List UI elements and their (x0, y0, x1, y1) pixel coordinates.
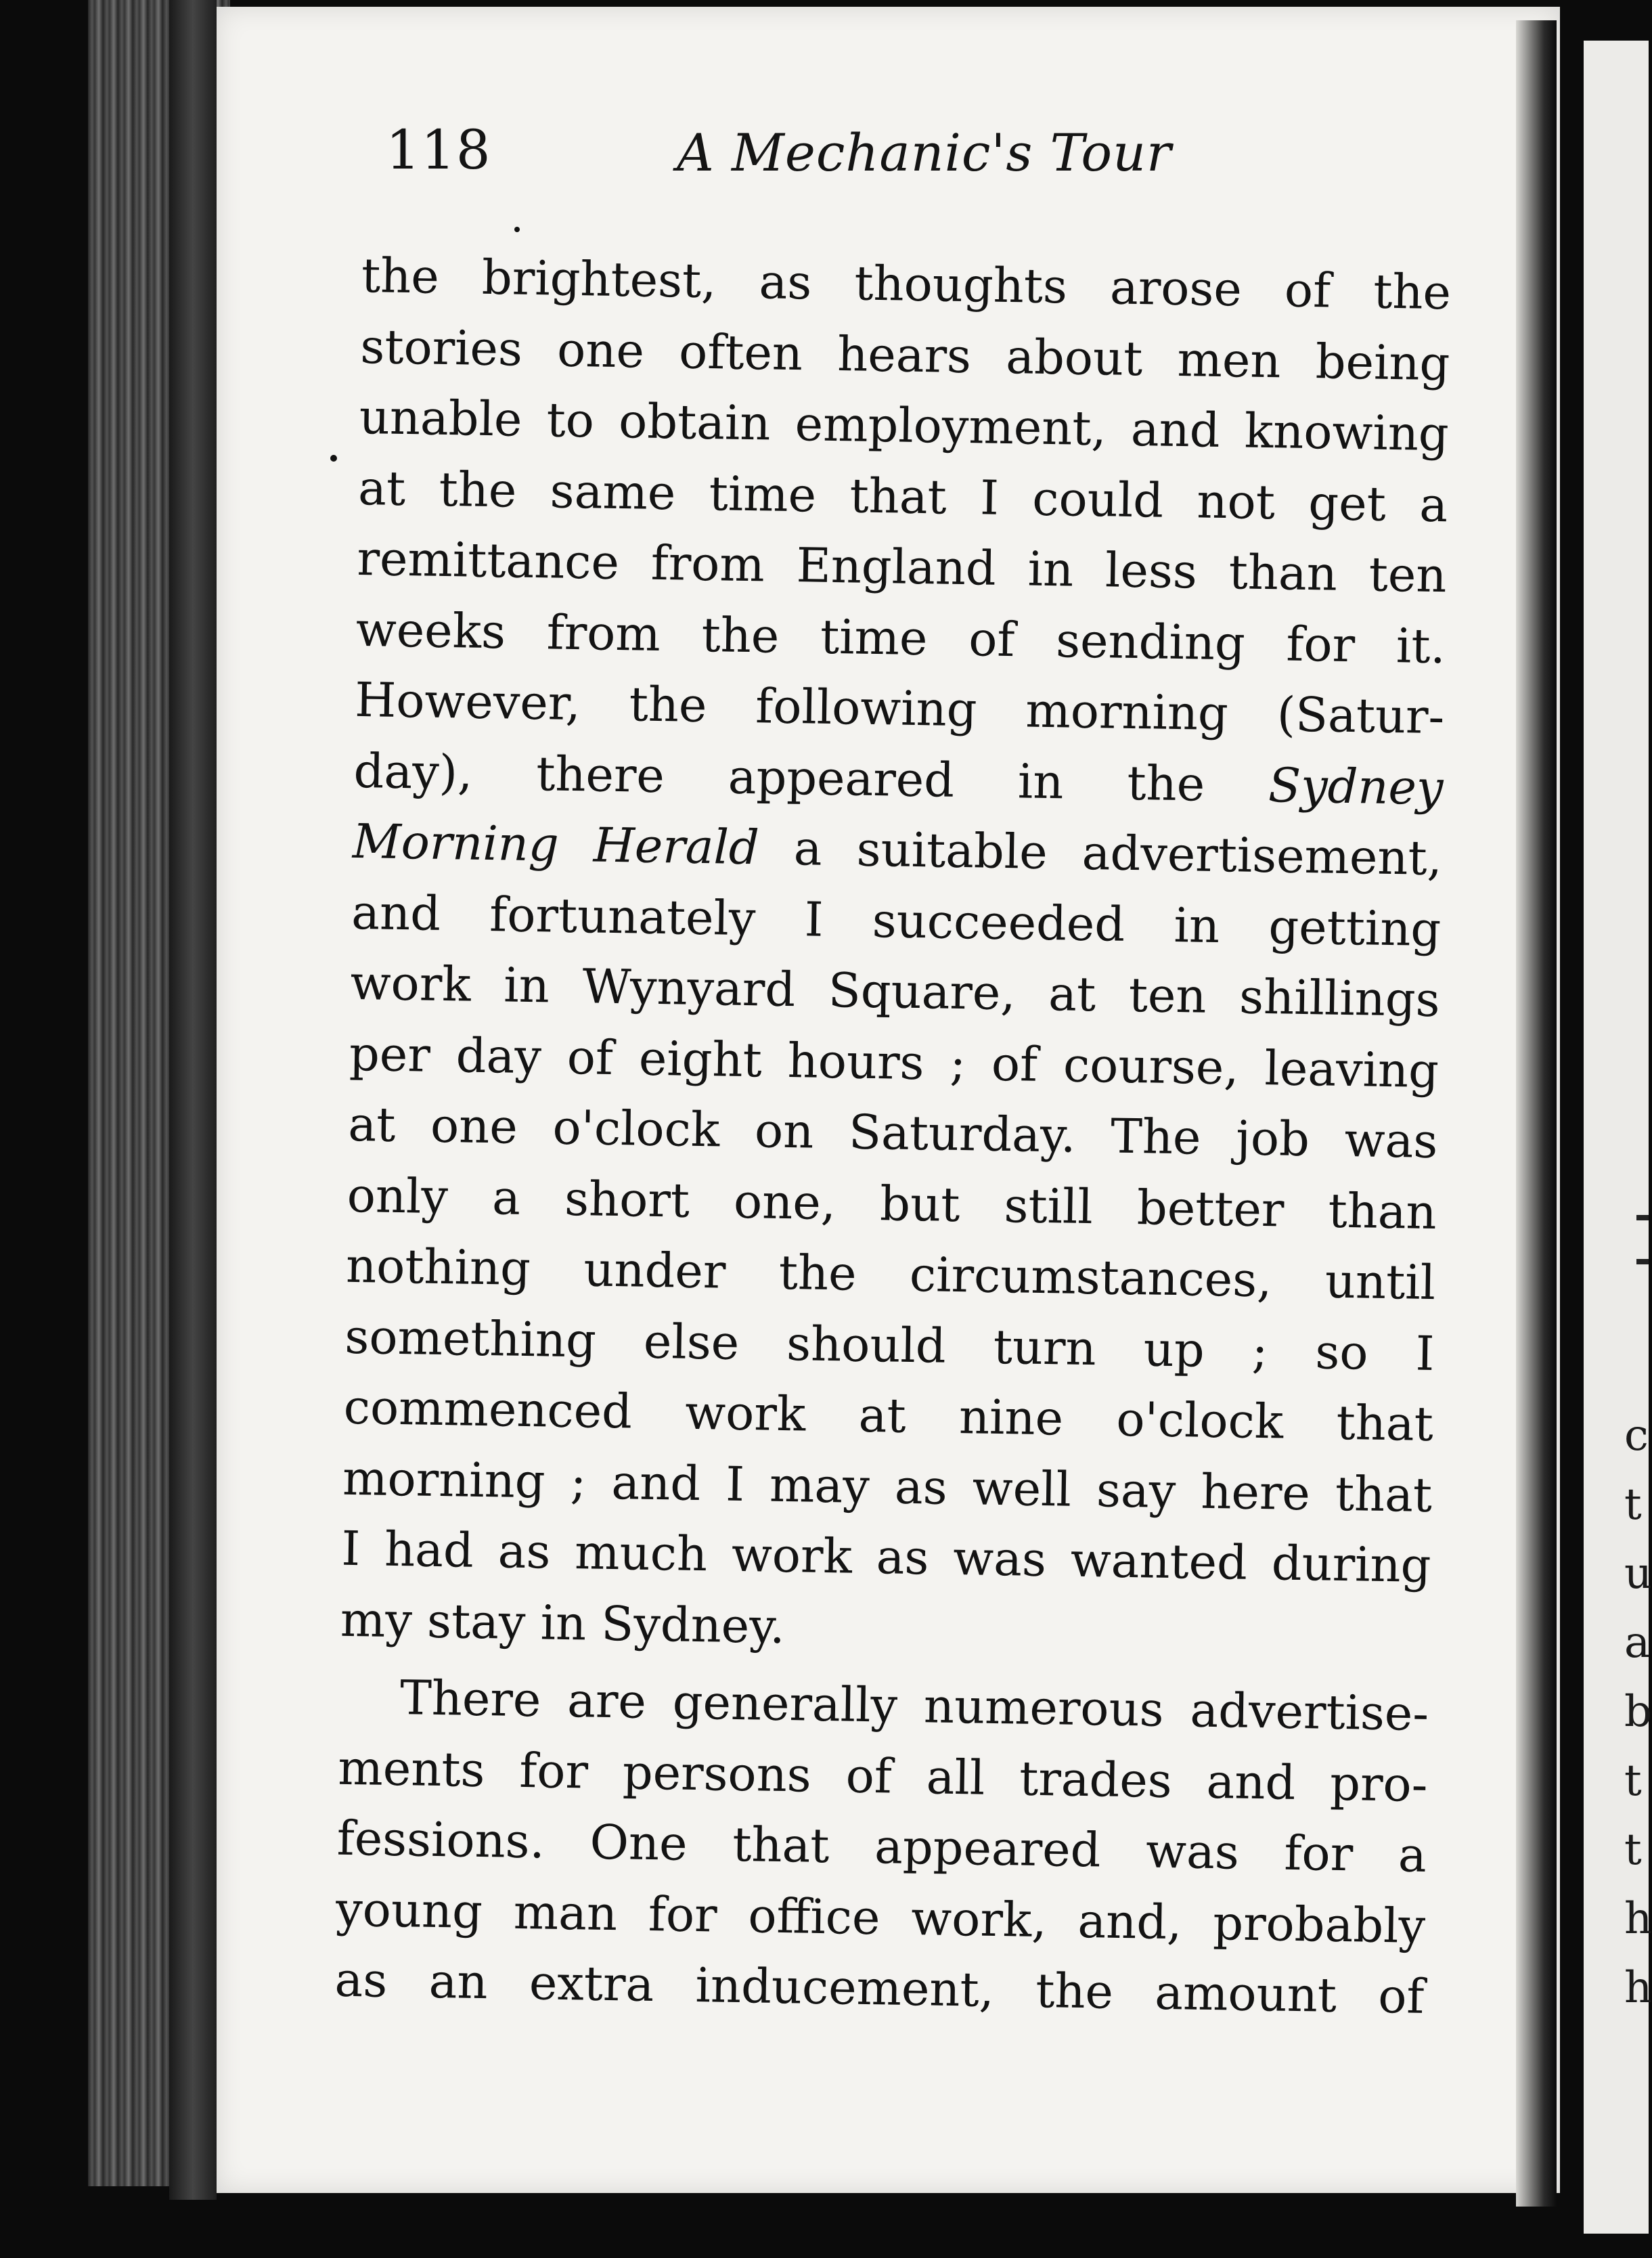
fragment-letter: h (1624, 1894, 1652, 1944)
text-line: There are generally numerous advertise- (399, 1670, 1429, 1742)
text-line: stories one often hears about men being (359, 318, 1450, 391)
text-line: only a short one, but still better than (347, 1167, 1437, 1240)
running-title: A Mechanic's Tour (677, 123, 1172, 183)
text-line: fessions. One that appeared was for a (336, 1810, 1427, 1883)
text-line: However, the following morning (Satur- (354, 671, 1445, 745)
fragment-letter: h (1624, 1963, 1652, 2013)
text-line: at the same time that I could not get a (357, 460, 1448, 533)
text-line: nothing under the circumstances, until (345, 1237, 1436, 1311)
text-line: ments for persons of all trades and pro- (337, 1740, 1429, 1813)
page-number: 118 (386, 118, 491, 181)
fragment-letter: b (1624, 1687, 1652, 1737)
fragment-letter: c (1624, 1411, 1649, 1461)
page-gutter (1516, 20, 1557, 2207)
text-line: my stay in Sydney. (340, 1591, 786, 1654)
binding-shadow (169, 0, 217, 2200)
print-speck (514, 227, 520, 232)
text-segment: a suitable advertisement, (793, 820, 1443, 887)
fragment-letter: u (1624, 1549, 1652, 1599)
page-header (386, 118, 1469, 200)
text-line: as an extra inducement, the amount of (334, 1951, 1425, 2024)
newspaper-name: Sydney (1268, 757, 1444, 816)
text-line: young man for office work, and, probably (335, 1881, 1426, 1954)
text-line: per day of eight hours ; of course, leaving (349, 1025, 1439, 1099)
text-line: at one o'clock on Saturday. The job was (347, 1096, 1438, 1170)
text-line: something else should turn up ; so I (344, 1308, 1435, 1381)
fragment-letter: t (1624, 1480, 1642, 1530)
text-line: I had as much work as was wanted during (340, 1520, 1432, 1594)
newspaper-name: Morning Herald (352, 813, 760, 876)
fragment-letter: a (1624, 1618, 1651, 1668)
text-line: and fortunately I succeeded in getting (351, 884, 1442, 957)
facing-page-fragments (1624, 1401, 1652, 2022)
text-line: unable to obtain employment, and knowing (359, 389, 1450, 462)
text-line: work in Wynyard Square, at ten shillings (350, 954, 1441, 1028)
text-line: weeks from the time of sending for it. (355, 601, 1446, 674)
fragment-letter: t (1624, 1756, 1642, 1806)
body-text (334, 240, 1452, 2032)
fragment-letter: t (1624, 1825, 1642, 1875)
text-line: morning ; and I may as well say here that (342, 1450, 1433, 1523)
text-segment: day), there appeared in the (353, 743, 1205, 812)
margin-dot (330, 455, 337, 462)
text-line: remittance from England in less than ten (356, 530, 1448, 604)
text-line: the brightest, as thoughts arose of the (361, 247, 1452, 321)
facing-page-mark (1636, 1259, 1649, 1264)
text-line: commenced work at nine o'clock that (343, 1379, 1434, 1453)
facing-page-mark (1636, 1215, 1649, 1220)
